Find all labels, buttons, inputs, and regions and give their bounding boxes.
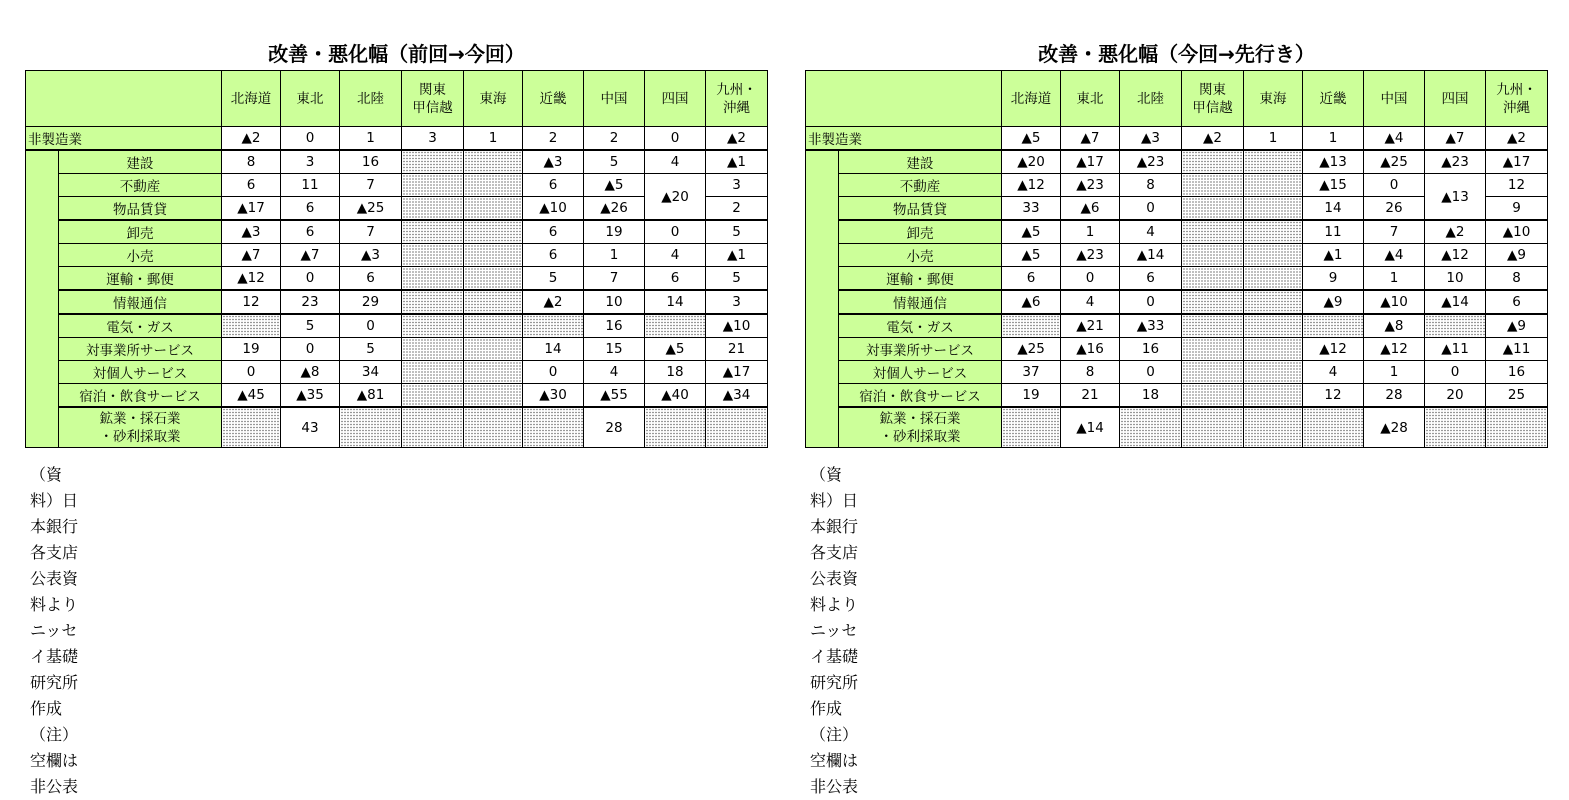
undisclosed-cell — [402, 290, 464, 314]
data-cell: 8 — [1120, 174, 1182, 197]
row-label: 対事業所サービス — [839, 338, 1002, 361]
data-cell: 28 — [584, 407, 645, 448]
region-header: 東海 — [464, 71, 523, 127]
data-cell: 37 — [1002, 361, 1061, 384]
data-cell: 6 — [645, 267, 706, 291]
data-cell: ▲26 — [584, 197, 645, 221]
data-cell: 19 — [584, 220, 645, 244]
data-cell: ▲55 — [584, 384, 645, 408]
data-cell: ▲25 — [340, 197, 402, 221]
region-header: 北海道 — [1002, 71, 1061, 127]
undisclosed-cell — [1425, 314, 1486, 338]
row-label: 宿泊・飲食サービス — [839, 384, 1002, 408]
data-cell: ▲1 — [706, 244, 768, 267]
data-cell: 5 — [281, 314, 340, 338]
undisclosed-cell — [1002, 407, 1061, 448]
data-cell: ▲20 — [1002, 150, 1061, 174]
data-cell: 28 — [1364, 384, 1425, 408]
data-cell: ▲8 — [281, 361, 340, 384]
notes — [810, 462, 858, 800]
undisclosed-cell — [1486, 407, 1548, 448]
region-header: 近畿 — [523, 71, 584, 127]
source-note: （資料）日本銀行各支店公表資料よりニッセイ基礎研究所作成 — [810, 465, 859, 718]
region-header: 四国 — [1425, 71, 1486, 127]
data-cell: 14 — [1303, 197, 1364, 221]
undisclosed-cell — [1182, 197, 1244, 221]
data-cell: ▲45 — [222, 384, 281, 408]
data-cell: ▲17 — [1486, 150, 1548, 174]
undisclosed-cell — [402, 197, 464, 221]
data-cell: ▲10 — [1364, 290, 1425, 314]
region-header: 近畿 — [1303, 71, 1364, 127]
data-cell: 21 — [1061, 384, 1120, 408]
data-cell: ▲2 — [1425, 220, 1486, 244]
row-label: 運輸・郵便 — [59, 267, 222, 291]
data-cell: 16 — [584, 314, 645, 338]
data-cell: ▲23 — [1120, 150, 1182, 174]
di-change-table-previous-current — [25, 70, 768, 448]
data-cell: ▲2 — [706, 127, 768, 151]
data-cell: 6 — [281, 220, 340, 244]
data-cell: ▲1 — [1303, 244, 1364, 267]
data-cell: 5 — [340, 338, 402, 361]
data-cell: 0 — [1120, 361, 1182, 384]
data-cell: 9 — [1303, 267, 1364, 291]
data-cell: 21 — [706, 338, 768, 361]
data-cell: ▲10 — [706, 314, 768, 338]
undisclosed-cell — [464, 384, 523, 408]
undisclosed-cell — [464, 244, 523, 267]
undisclosed-cell — [402, 150, 464, 174]
row-label: 卸売 — [59, 220, 222, 244]
data-cell: 4 — [645, 150, 706, 174]
data-cell: 0 — [1061, 267, 1120, 291]
undisclosed-cell — [402, 384, 464, 408]
row-label: 非製造業 — [806, 127, 1002, 151]
row-label: 対個人サービス — [839, 361, 1002, 384]
undisclosed-cell — [1244, 290, 1303, 314]
region-header: 関東 甲信越 — [402, 71, 464, 127]
data-cell: ▲12 — [1002, 174, 1061, 197]
data-cell: ▲20 — [645, 174, 706, 221]
data-cell: ▲23 — [1061, 244, 1120, 267]
data-cell: ▲17 — [222, 197, 281, 221]
data-cell: 0 — [1120, 197, 1182, 221]
data-cell: 6 — [1120, 267, 1182, 291]
data-cell: ▲25 — [1364, 150, 1425, 174]
row-label: 運輸・郵便 — [839, 267, 1002, 291]
data-cell: 23 — [281, 290, 340, 314]
undisclosed-cell — [402, 267, 464, 291]
undisclosed-cell — [402, 314, 464, 338]
data-cell: 0 — [523, 361, 584, 384]
data-cell: 6 — [523, 174, 584, 197]
data-cell: 1 — [584, 244, 645, 267]
data-cell: 2 — [706, 197, 768, 221]
data-cell: 7 — [1364, 220, 1425, 244]
data-cell: ▲30 — [523, 384, 584, 408]
data-cell: 7 — [340, 220, 402, 244]
undisclosed-cell — [464, 338, 523, 361]
data-cell: ▲23 — [1061, 174, 1120, 197]
row-label: 鉱業・採石業 ・砂利採取業 — [839, 407, 1002, 448]
undisclosed-cell — [1182, 314, 1244, 338]
undisclosed-cell — [1244, 197, 1303, 221]
data-cell: ▲9 — [1486, 244, 1548, 267]
data-cell: ▲4 — [1364, 127, 1425, 151]
data-cell: 3 — [706, 174, 768, 197]
data-cell: ▲2 — [523, 290, 584, 314]
notes — [30, 462, 78, 800]
data-cell: 19 — [1002, 384, 1061, 408]
data-cell: 1 — [340, 127, 402, 151]
undisclosed-cell — [340, 407, 402, 448]
data-cell: 29 — [340, 290, 402, 314]
data-cell: 0 — [281, 267, 340, 291]
data-cell: ▲21 — [1061, 314, 1120, 338]
row-label: 宿泊・飲食サービス — [59, 384, 222, 408]
data-cell: 34 — [340, 361, 402, 384]
row-label: 非製造業 — [26, 127, 222, 151]
data-cell: ▲6 — [1002, 290, 1061, 314]
data-cell: 10 — [1425, 267, 1486, 291]
data-cell: ▲5 — [645, 338, 706, 361]
undisclosed-cell — [1182, 244, 1244, 267]
data-cell: 4 — [584, 361, 645, 384]
data-cell: 3 — [281, 150, 340, 174]
undisclosed-cell — [1244, 338, 1303, 361]
data-cell: ▲40 — [645, 384, 706, 408]
data-cell: 18 — [645, 361, 706, 384]
undisclosed-cell — [402, 407, 464, 448]
data-cell: 4 — [645, 244, 706, 267]
undisclosed-cell — [1002, 314, 1061, 338]
data-cell: 9 — [1486, 197, 1548, 221]
data-cell: ▲81 — [340, 384, 402, 408]
data-cell: ▲5 — [1002, 220, 1061, 244]
data-cell: 7 — [340, 174, 402, 197]
data-cell: ▲3 — [340, 244, 402, 267]
data-cell: ▲35 — [281, 384, 340, 408]
data-cell: 0 — [281, 338, 340, 361]
data-cell: ▲8 — [1364, 314, 1425, 338]
undisclosed-cell — [402, 174, 464, 197]
data-cell: ▲7 — [1061, 127, 1120, 151]
undisclosed-cell — [706, 407, 768, 448]
data-cell: ▲7 — [281, 244, 340, 267]
data-cell: 1 — [1303, 127, 1364, 151]
data-cell: 5 — [706, 267, 768, 291]
data-cell: 12 — [1486, 174, 1548, 197]
undisclosed-cell — [645, 314, 706, 338]
data-cell: ▲11 — [1486, 338, 1548, 361]
data-cell: ▲2 — [1486, 127, 1548, 151]
region-header: 東北 — [281, 71, 340, 127]
data-cell: 0 — [645, 220, 706, 244]
row-label: 電気・ガス — [59, 314, 222, 338]
row-label: 電気・ガス — [839, 314, 1002, 338]
indent-column — [806, 150, 839, 448]
data-cell: 20 — [1425, 384, 1486, 408]
data-cell: ▲14 — [1120, 244, 1182, 267]
region-header: 四国 — [645, 71, 706, 127]
data-cell: 0 — [222, 361, 281, 384]
data-cell: 16 — [1486, 361, 1548, 384]
undisclosed-cell — [464, 361, 523, 384]
row-label: 建設 — [839, 150, 1002, 174]
region-header: 北海道 — [222, 71, 281, 127]
data-cell: 2 — [584, 127, 645, 151]
row-label: 物品賃貸 — [839, 197, 1002, 221]
indent-column — [26, 150, 59, 448]
data-cell: 16 — [1120, 338, 1182, 361]
data-cell: ▲2 — [222, 127, 281, 151]
data-cell: ▲3 — [523, 150, 584, 174]
data-cell: 1 — [1061, 220, 1120, 244]
data-cell: ▲34 — [706, 384, 768, 408]
region-header: 中国 — [1364, 71, 1425, 127]
data-cell: 1 — [1364, 267, 1425, 291]
undisclosed-cell — [523, 407, 584, 448]
undisclosed-cell — [1182, 267, 1244, 291]
row-label: 卸売 — [839, 220, 1002, 244]
row-label: 情報通信 — [59, 290, 222, 314]
undisclosed-cell — [1303, 314, 1364, 338]
undisclosed-cell — [1120, 407, 1182, 448]
data-cell: 0 — [1120, 290, 1182, 314]
data-cell: ▲5 — [584, 174, 645, 197]
data-cell: 11 — [281, 174, 340, 197]
undisclosed-cell — [1244, 244, 1303, 267]
data-cell: ▲3 — [222, 220, 281, 244]
undisclosed-cell — [1303, 407, 1364, 448]
region-header: 東海 — [1244, 71, 1303, 127]
data-cell: ▲13 — [1303, 150, 1364, 174]
undisclosed-cell — [1182, 174, 1244, 197]
data-cell: 10 — [584, 290, 645, 314]
data-cell: ▲17 — [706, 361, 768, 384]
table-title: 改善・悪化幅（前回→今回） — [268, 42, 525, 66]
undisclosed-cell — [464, 290, 523, 314]
data-cell: 0 — [1364, 174, 1425, 197]
data-cell: ▲17 — [1061, 150, 1120, 174]
data-cell: 6 — [281, 197, 340, 221]
undisclosed-cell — [464, 220, 523, 244]
undisclosed-cell — [402, 361, 464, 384]
data-cell: ▲23 — [1425, 150, 1486, 174]
data-cell: 5 — [706, 220, 768, 244]
data-cell: 16 — [340, 150, 402, 174]
data-cell: 19 — [222, 338, 281, 361]
data-cell: ▲5 — [1002, 244, 1061, 267]
row-label: 建設 — [59, 150, 222, 174]
row-label: 対事業所サービス — [59, 338, 222, 361]
row-label: 不動産 — [59, 174, 222, 197]
row-label: 小売 — [839, 244, 1002, 267]
source-note: （資料）日本銀行各支店公表資料よりニッセイ基礎研究所作成 — [30, 465, 79, 718]
data-cell: 1 — [1244, 127, 1303, 151]
blank-note: （注）空欄は非公表 — [30, 725, 79, 796]
data-cell: 4 — [1303, 361, 1364, 384]
undisclosed-cell — [464, 197, 523, 221]
di-change-table-current-forecast — [805, 70, 1548, 448]
data-cell: 1 — [464, 127, 523, 151]
undisclosed-cell — [1244, 150, 1303, 174]
row-label: 小売 — [59, 244, 222, 267]
data-cell: ▲16 — [1061, 338, 1120, 361]
data-cell: 5 — [584, 150, 645, 174]
data-cell: 33 — [1002, 197, 1061, 221]
undisclosed-cell — [1244, 361, 1303, 384]
undisclosed-cell — [222, 407, 281, 448]
undisclosed-cell — [1182, 150, 1244, 174]
data-cell: 3 — [402, 127, 464, 151]
data-cell: 14 — [523, 338, 584, 361]
data-cell: 3 — [706, 290, 768, 314]
region-header: 関東 甲信越 — [1182, 71, 1244, 127]
data-cell: ▲12 — [1303, 338, 1364, 361]
data-cell: ▲12 — [1364, 338, 1425, 361]
data-cell: 12 — [222, 290, 281, 314]
undisclosed-cell — [1182, 407, 1244, 448]
undisclosed-cell — [464, 150, 523, 174]
row-label: 対個人サービス — [59, 361, 222, 384]
data-cell: ▲9 — [1303, 290, 1364, 314]
data-cell: ▲14 — [1061, 407, 1120, 448]
undisclosed-cell — [1182, 338, 1244, 361]
undisclosed-cell — [464, 267, 523, 291]
data-cell: ▲15 — [1303, 174, 1364, 197]
data-cell: ▲14 — [1425, 290, 1486, 314]
data-cell: 4 — [1120, 220, 1182, 244]
header-corner — [26, 71, 222, 127]
data-cell: 11 — [1303, 220, 1364, 244]
row-label: 物品賃貸 — [59, 197, 222, 221]
data-cell: 1 — [1364, 361, 1425, 384]
data-cell: 26 — [1364, 197, 1425, 221]
data-cell: 6 — [340, 267, 402, 291]
undisclosed-cell — [402, 338, 464, 361]
data-cell: 6 — [523, 220, 584, 244]
data-cell: 5 — [523, 267, 584, 291]
data-cell: ▲13 — [1425, 174, 1486, 221]
data-cell: 18 — [1120, 384, 1182, 408]
undisclosed-cell — [1244, 267, 1303, 291]
undisclosed-cell — [523, 314, 584, 338]
data-cell: 6 — [222, 174, 281, 197]
undisclosed-cell — [464, 314, 523, 338]
data-cell: ▲1 — [706, 150, 768, 174]
data-cell: 7 — [584, 267, 645, 291]
data-cell: ▲6 — [1061, 197, 1120, 221]
undisclosed-cell — [1244, 220, 1303, 244]
undisclosed-cell — [1182, 220, 1244, 244]
data-cell: ▲9 — [1486, 314, 1548, 338]
undisclosed-cell — [1244, 384, 1303, 408]
data-cell: ▲25 — [1002, 338, 1061, 361]
data-cell: 4 — [1061, 290, 1120, 314]
data-cell: 0 — [645, 127, 706, 151]
blank-note: （注）空欄は非公表 — [810, 725, 859, 796]
row-label: 鉱業・採石業 ・砂利採取業 — [59, 407, 222, 448]
data-cell: 8 — [1061, 361, 1120, 384]
data-cell: ▲3 — [1120, 127, 1182, 151]
undisclosed-cell — [464, 174, 523, 197]
data-cell: 6 — [1002, 267, 1061, 291]
row-label: 不動産 — [839, 174, 1002, 197]
data-cell: 2 — [523, 127, 584, 151]
row-label: 情報通信 — [839, 290, 1002, 314]
data-cell: ▲12 — [1425, 244, 1486, 267]
region-header: 九州・ 沖縄 — [1486, 71, 1548, 127]
data-cell: ▲28 — [1364, 407, 1425, 448]
data-cell: 8 — [222, 150, 281, 174]
data-cell: ▲4 — [1364, 244, 1425, 267]
undisclosed-cell — [464, 407, 523, 448]
undisclosed-cell — [1244, 174, 1303, 197]
undisclosed-cell — [402, 220, 464, 244]
data-cell: 15 — [584, 338, 645, 361]
data-cell: ▲10 — [1486, 220, 1548, 244]
undisclosed-cell — [1244, 314, 1303, 338]
data-cell: ▲12 — [222, 267, 281, 291]
data-cell: ▲33 — [1120, 314, 1182, 338]
data-cell: ▲2 — [1182, 127, 1244, 151]
undisclosed-cell — [1425, 407, 1486, 448]
region-header: 北陸 — [1120, 71, 1182, 127]
data-cell: ▲5 — [1002, 127, 1061, 151]
undisclosed-cell — [1182, 384, 1244, 408]
region-header: 中国 — [584, 71, 645, 127]
data-cell: 43 — [281, 407, 340, 448]
data-cell: 0 — [281, 127, 340, 151]
region-header: 北陸 — [340, 71, 402, 127]
data-cell: 0 — [1425, 361, 1486, 384]
undisclosed-cell — [1244, 407, 1303, 448]
data-cell: ▲7 — [1425, 127, 1486, 151]
undisclosed-cell — [645, 407, 706, 448]
data-cell: 0 — [340, 314, 402, 338]
region-header: 東北 — [1061, 71, 1120, 127]
data-cell: ▲10 — [523, 197, 584, 221]
data-cell: 6 — [523, 244, 584, 267]
data-cell: 6 — [1486, 290, 1548, 314]
data-cell: 14 — [645, 290, 706, 314]
undisclosed-cell — [1182, 290, 1244, 314]
data-cell: 8 — [1486, 267, 1548, 291]
undisclosed-cell — [402, 244, 464, 267]
table-title: 改善・悪化幅（今回→先行き） — [1038, 42, 1315, 66]
data-cell: 12 — [1303, 384, 1364, 408]
data-cell: 25 — [1486, 384, 1548, 408]
region-header: 九州・ 沖縄 — [706, 71, 768, 127]
undisclosed-cell — [222, 314, 281, 338]
header-corner — [806, 71, 1002, 127]
data-cell: ▲11 — [1425, 338, 1486, 361]
undisclosed-cell — [1182, 361, 1244, 384]
data-cell: ▲7 — [222, 244, 281, 267]
